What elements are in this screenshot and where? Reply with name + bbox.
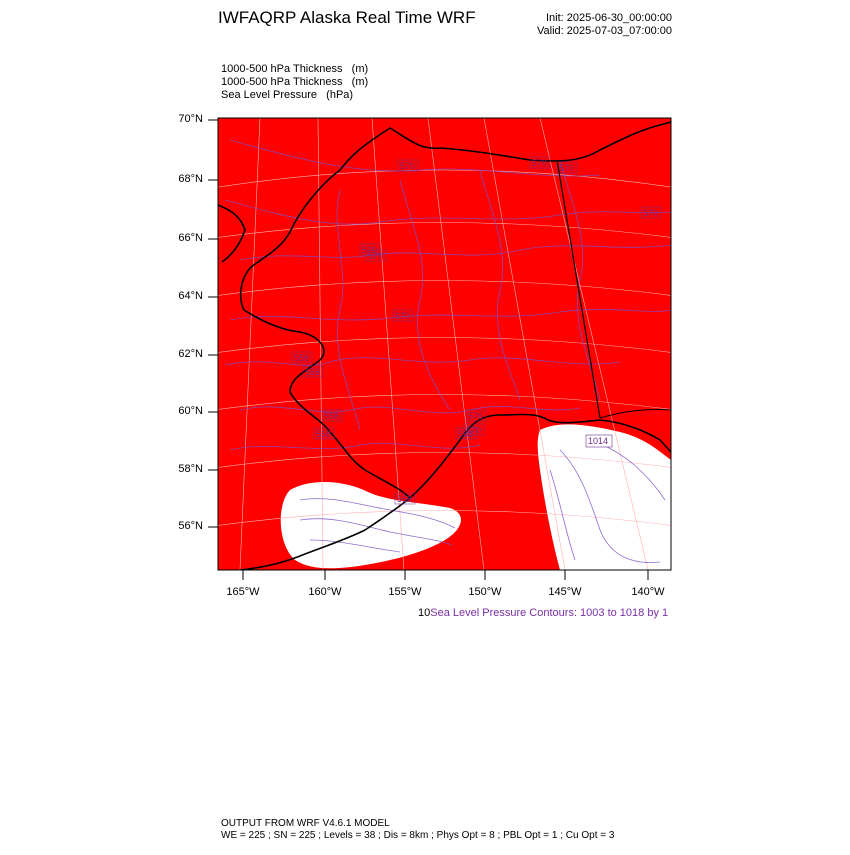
footer-line-2: WE = 225 ; SN = 225 ; Levels = 38 ; Dis = 8km ; Phys Opt = 8 ; PBL Opt = 1 ; Cu Opt = 3 [221,830,615,841]
pressure-label [586,435,612,447]
lon-tick-label: 155°W [388,586,422,598]
lat-tick-label: 66°N [178,232,203,244]
thickness-label [303,366,323,377]
field-label-thickness-2: 1000-500 hPa Thickness (m) [221,76,369,88]
thickness-label [395,493,415,504]
lon-tick-label: 165°W [226,586,260,598]
svg-text:558: 558 [305,367,321,377]
contour-info [418,607,671,619]
lat-tick-label: 60°N [178,405,203,417]
svg-text:570: 570 [368,251,384,261]
svg-text:570: 570 [466,425,482,435]
thickness-label [322,410,342,421]
svg-text:576: 576 [468,411,484,421]
model-footer [221,818,614,842]
thickness-label [314,428,334,439]
init-time: Init: 2025-06-30_00:00:00 [546,12,672,24]
contour-info-prefix: 10 [418,607,431,619]
lon-tick-label: 140°W [631,586,665,598]
thickness-label [641,207,661,218]
svg-text:1014: 1014 [588,436,609,446]
field-label-slp: Sea Level Pressure (hPa) [221,89,354,101]
svg-text:570: 570 [362,245,378,255]
valid-time: Valid: 2025-07-03_07:00:00 [537,25,672,37]
footer-line-1: OUTPUT FROM WRF V4.6.1 MODEL [221,818,390,829]
svg-text:558: 558 [397,494,413,504]
thickness-label [530,157,550,168]
thickness-label [366,250,386,261]
svg-text:570: 570 [532,158,548,168]
svg-text:570: 570 [395,311,411,321]
svg-text:570: 570 [400,161,416,171]
thickness-label [292,352,312,363]
lat-tick-label: 70°N [178,113,203,125]
thickness-label [466,410,486,421]
map-title: IWFAQRP Alaska Real Time WRF [218,8,476,27]
lon-tick-label: 160°W [308,586,342,598]
svg-text:558: 558 [316,429,332,439]
svg-text:558: 558 [458,429,474,439]
svg-text:570: 570 [643,208,659,218]
thickness-label [557,162,577,173]
svg-text:558: 558 [294,353,310,363]
lon-tick-label: 145°W [548,586,582,598]
svg-text:558: 558 [324,411,340,421]
lat-tick-label: 62°N [178,348,203,360]
lat-tick-label: 68°N [178,173,203,185]
lat-tick-label: 56°N [178,520,203,532]
lon-tick-label: 150°W [468,586,502,598]
svg-text:570: 570 [559,163,575,173]
thickness-label [393,310,413,321]
field-label-thickness-1: 1000-500 hPa Thickness (m) [221,63,369,75]
thickness-label [398,160,418,171]
lat-tick-label: 64°N [178,290,203,302]
contour-info-text: Sea Level Pressure Contours: 1003 to 1018 by 1 [430,607,669,619]
thickness-label [456,428,476,439]
lat-tick-label: 58°N [178,463,203,475]
